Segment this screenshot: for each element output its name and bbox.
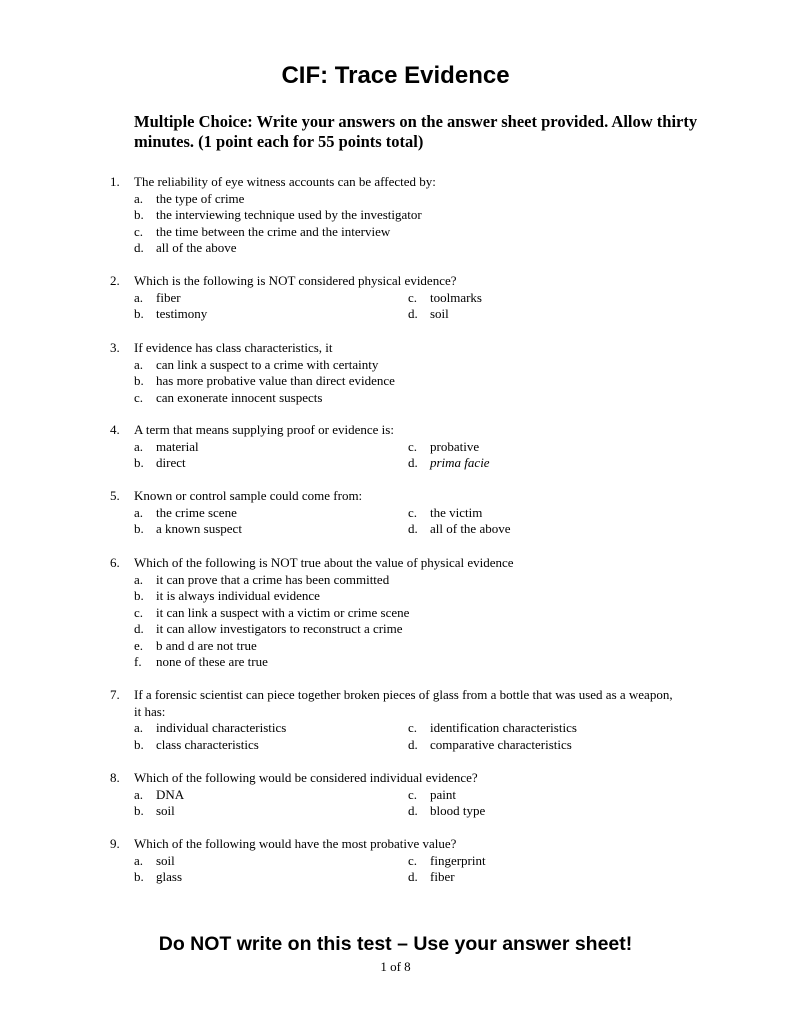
option-text: DNA bbox=[156, 786, 185, 802]
option-b bbox=[134, 588, 694, 605]
option-list bbox=[134, 357, 694, 407]
option-letter: b. bbox=[134, 588, 144, 603]
option-letter: d. bbox=[134, 240, 144, 255]
option-text: prima facie bbox=[430, 455, 490, 470]
option-text: individual characteristics bbox=[156, 720, 287, 735]
option-letter: c. bbox=[408, 289, 418, 305]
option-letter: b. bbox=[134, 306, 144, 321]
option-letter: b. bbox=[134, 803, 144, 818]
option-letter: c. bbox=[134, 223, 144, 239]
question-number: 6. bbox=[110, 555, 120, 570]
option-a bbox=[134, 191, 694, 208]
question-number: 4. bbox=[110, 422, 120, 437]
option-f bbox=[134, 654, 694, 671]
option-letter: d. bbox=[408, 306, 418, 321]
option-c bbox=[134, 224, 694, 241]
question-number: 8. bbox=[110, 770, 120, 785]
question-number: 2. bbox=[110, 273, 120, 288]
option-letter: c. bbox=[408, 438, 418, 454]
option-letter: a. bbox=[134, 504, 144, 520]
option-text: identification characteristics bbox=[430, 720, 577, 735]
page-number: 1 of 8 bbox=[380, 959, 411, 974]
option-text: a known suspect bbox=[156, 521, 242, 536]
option-letter: b. bbox=[134, 521, 144, 536]
option-text: none of these are true bbox=[156, 654, 268, 669]
option-letter: a. bbox=[134, 852, 144, 868]
option-a bbox=[134, 572, 694, 589]
question-stem: The reliability of eye witness accounts can be affected by: bbox=[134, 174, 436, 189]
option-letter: b. bbox=[134, 869, 144, 884]
option-text: soil bbox=[156, 852, 175, 868]
option-text: the interviewing technique used by the investigator bbox=[156, 207, 422, 222]
option-letter: c. bbox=[408, 720, 418, 735]
option-text: has more probative value than direct evidence bbox=[156, 373, 395, 388]
page-title: CIF: Trace Evidence bbox=[281, 62, 510, 89]
option-letter: b. bbox=[134, 736, 144, 752]
question-stem: A term that means supplying proof or evidence is: bbox=[134, 422, 394, 437]
option-text: testimony bbox=[156, 306, 208, 321]
option-e bbox=[134, 638, 694, 655]
option-letter: e. bbox=[134, 637, 144, 653]
option-text: the type of crime bbox=[156, 190, 245, 206]
question-stem: Known or control sample could come from: bbox=[134, 488, 363, 503]
option-letter: d. bbox=[408, 455, 418, 470]
option-letter: a. bbox=[134, 720, 144, 735]
question-stem: Which is the following is NOT considered physical evidence? bbox=[134, 273, 457, 288]
question-number: 7. bbox=[110, 687, 120, 702]
option-letter: c. bbox=[134, 604, 144, 620]
option-text: it is always individual evidence bbox=[156, 588, 320, 603]
option-b bbox=[134, 207, 694, 224]
option-text: all of the above bbox=[156, 240, 237, 255]
option-d bbox=[134, 240, 694, 257]
option-text: b and d are not true bbox=[156, 637, 257, 653]
question-stem: Which of the following would be considered individual evidence? bbox=[134, 770, 478, 785]
option-text: it can allow investigators to reconstruct a crime bbox=[156, 621, 403, 636]
option-letter: a. bbox=[134, 786, 144, 802]
option-text: glass bbox=[156, 869, 182, 884]
option-letter: c. bbox=[408, 786, 418, 802]
option-c bbox=[134, 605, 694, 622]
option-c bbox=[134, 390, 694, 407]
option-letter: a. bbox=[134, 289, 144, 305]
option-letter: a. bbox=[134, 438, 144, 454]
option-letter: d. bbox=[134, 621, 144, 636]
option-text: fiber bbox=[430, 869, 455, 884]
option-text: the crime scene bbox=[156, 504, 237, 520]
option-text: blood type bbox=[430, 803, 486, 818]
option-letter: f. bbox=[134, 654, 142, 669]
option-letter: a. bbox=[134, 190, 144, 206]
option-letter: c. bbox=[408, 852, 418, 868]
option-text: paint bbox=[430, 786, 456, 802]
option-text: can exonerate innocent suspects bbox=[156, 389, 323, 405]
question-stem: If evidence has class characteristics, it bbox=[134, 340, 333, 355]
option-text: toolmarks bbox=[430, 289, 482, 305]
option-letter: d. bbox=[408, 869, 418, 884]
option-text: direct bbox=[156, 455, 186, 470]
option-letter: c. bbox=[134, 389, 144, 405]
option-text: fingerprint bbox=[430, 852, 486, 868]
question-number: 1. bbox=[110, 174, 120, 189]
option-text: comparative characteristics bbox=[430, 736, 572, 752]
option-text: material bbox=[156, 438, 199, 454]
question-number: 5. bbox=[110, 488, 120, 503]
question-stem: Which of the following is NOT true about the value of physical evidence bbox=[134, 555, 514, 570]
question-stem: If a forensic scientist can piece together broken pieces of glass from a bottle that was used as a weapon, it has: bbox=[134, 687, 673, 719]
question-stem: Which of the following would have the most probative value? bbox=[134, 836, 457, 851]
option-d bbox=[134, 621, 694, 638]
option-text: it can prove that a crime has been committed bbox=[156, 571, 390, 587]
option-letter: b. bbox=[134, 207, 144, 222]
option-text: all of the above bbox=[430, 521, 511, 536]
option-text: probative bbox=[430, 438, 480, 454]
option-text: the victim bbox=[430, 504, 483, 520]
footer-warning: Do NOT write on this test – Use your answer sheet! bbox=[158, 933, 633, 955]
option-list bbox=[134, 191, 694, 257]
option-text: the time between the crime and the interview bbox=[156, 223, 391, 239]
option-list bbox=[134, 572, 694, 671]
option-letter: b. bbox=[134, 455, 144, 470]
option-a bbox=[134, 357, 694, 374]
option-text: class characteristics bbox=[156, 736, 259, 752]
option-letter: c. bbox=[408, 504, 418, 520]
option-letter: d. bbox=[408, 736, 418, 752]
question-number: 3. bbox=[110, 340, 120, 355]
option-text: fiber bbox=[156, 289, 181, 305]
option-letter: a. bbox=[134, 356, 144, 372]
option-letter: b. bbox=[134, 373, 144, 388]
option-letter: d. bbox=[408, 803, 418, 818]
instructions: Multiple Choice: Write your answers on the answer sheet provided. Allow thirty minutes. (1 point each for 55 points total) bbox=[134, 112, 698, 151]
question-number: 9. bbox=[110, 836, 120, 851]
option-text: soil bbox=[430, 306, 449, 321]
option-text: can link a suspect to a crime with certainty bbox=[156, 356, 379, 372]
option-text: it can link a suspect with a victim or crime scene bbox=[156, 604, 410, 620]
option-letter: a. bbox=[134, 571, 144, 587]
option-text: soil bbox=[156, 803, 175, 818]
option-letter: d. bbox=[408, 521, 418, 536]
option-b bbox=[134, 373, 694, 390]
